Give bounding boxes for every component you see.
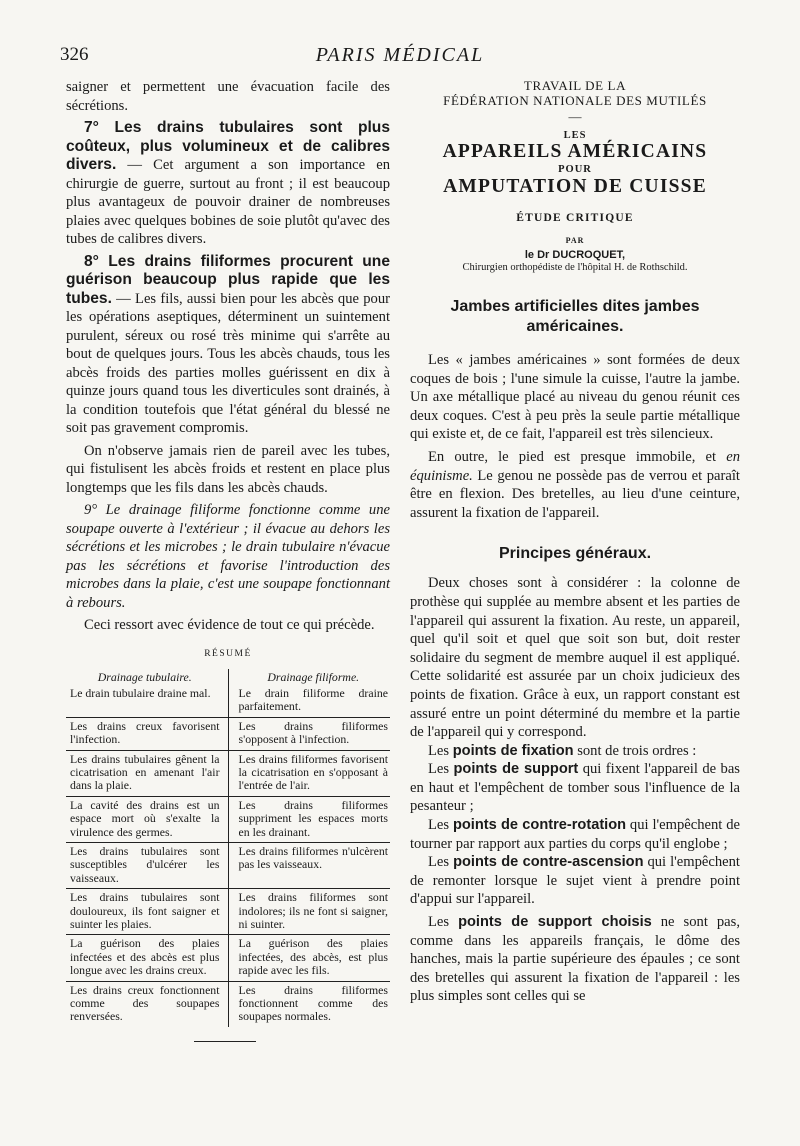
resume-title: RÉSUMÉ <box>204 648 252 659</box>
paragraph: Les « jambes américaines » sont formées de deux coques de bois ; l'une simule la cuisse, l'autre la jambe. Un axe métallique placé au niveau du genou réunit ces deux coques. C'est à peu près la seule partie métallique qui existe et, de ce fait, l'appareil est très silencieux. <box>410 352 740 443</box>
end-rule <box>194 1041 256 1042</box>
table-cell: Les drains creux favorisent l'infection. <box>66 717 228 750</box>
running-title: PARIS MÉDICAL <box>315 44 485 66</box>
table-cell: Les drains filiformes fonctionnent comme des soupapes normales. <box>238 982 388 1024</box>
dash-separator: — <box>568 109 582 124</box>
paragraph <box>410 913 740 1006</box>
paragraph-text: En outre, le pied est presque immobile, et <box>428 448 727 465</box>
table-cell: La guérison des plaies infectées et des abcès est plus longue avec les drains creux. <box>66 935 228 981</box>
paragraph: Deux choses sont à considérer : la colonne de prothèse qui supplée au membre absent et les parties de l'appareil qui assurent la fixation. Au reste, un appareil, quel qu'il soit et quel que soit son but, doit rester solidaire du segment de membre auquel il est appliqué. Cette solidarité est assurée par un choix judicieux des points de fixation. Grâce à eux, un rapport constant est assuré entre un point déterminé du membre et la partie de l'appareil qui y correspond. <box>410 575 740 741</box>
title-pour: POUR <box>558 164 592 175</box>
table-cell: Les drains filiformes sont indolores; ils ne font si saigner, ni suinter. <box>228 889 390 935</box>
table-cell: Les drains creux fonctionnent comme des soupapes renversées. <box>66 981 228 1027</box>
right-column <box>410 78 740 1006</box>
table-cell: Le drain filiforme draine parfaitement. <box>228 685 390 717</box>
paragraph <box>410 816 740 853</box>
table-row <box>66 750 390 796</box>
author-name-text: le Dr DUCROQUET, <box>524 249 626 261</box>
table-header: Drainage tubulaire. <box>66 669 228 685</box>
paragraph <box>410 742 740 761</box>
paragraph <box>410 448 740 522</box>
table-row <box>66 935 390 981</box>
author-name <box>410 249 740 261</box>
article-title: AMPUTATION DE CUISSE <box>443 176 707 197</box>
paragraph <box>410 760 740 816</box>
table-cell: La cavité des drains est un espace mort où s'exalte la virulence des germes. <box>66 796 228 842</box>
point-heading: 8° Les drains filiformes procurent une guérison beaucoup plus rapide que les tubes. <box>66 252 390 307</box>
table-cell: Les drains filiformes s'opposent à l'infection. <box>228 717 390 750</box>
bold-term: points de contre-ascension <box>453 854 644 871</box>
paragraph-text: Les <box>428 761 454 778</box>
paragraph-text: qui fixent l'appareil de bas en haut et l'empêchent de tomber sous l'influence de la pesanteur ; <box>410 761 740 815</box>
federation-header: TRAVAIL DE LA <box>523 78 627 93</box>
paragraph-text: Les <box>428 854 454 871</box>
table-row <box>66 796 390 842</box>
table-cell: Le drain tubulaire draine mal. <box>66 685 228 717</box>
table-cell: Les drains tubulaires gênent la cicatrisation en amenant l'air dans la plaie. <box>66 750 228 796</box>
paragraph-text: qui l'empêchent de remonter lorsque le sujet vient à prendre point d'appui sur l'appareil. <box>410 854 740 908</box>
page-number: 326 <box>60 44 89 65</box>
author-role: Chirurgien orthopédiste de l'hôpital H. de Rothschild. <box>462 262 688 273</box>
paragraph <box>66 253 390 438</box>
table-row <box>66 842 390 888</box>
resume-table <box>66 669 390 1027</box>
table-cell: Les drains tubulaires sont douloureux, ils font saigner et suinter les plaies. <box>66 889 228 935</box>
paragraph-text: Les <box>428 742 453 759</box>
table-header: Drainage filiforme. <box>267 669 360 684</box>
paragraph-text: qui l'empêchent de tourner par rapport aux parties du corps qu'il englobe ; <box>410 817 740 852</box>
article-title: APPAREILS AMÉRICAINS <box>442 141 708 162</box>
left-column <box>66 78 390 1042</box>
paragraph: saigner et permettent une évacuation facile des sécrétions. <box>66 79 390 114</box>
bold-term: points de support <box>453 761 579 778</box>
table-row <box>66 981 390 1027</box>
federation-header: FÉDÉRATION NATIONALE DES MUTILÉS <box>443 93 707 108</box>
table-row <box>66 685 390 717</box>
table-row <box>66 717 390 750</box>
section-heading: Jambes artificielles dites jambes américaines. <box>450 298 700 335</box>
paragraph: On n'observe jamais rien de pareil avec les tubes, qui fistulisent les abcès froids et restent en place plus longtemps que les fils dans les abcès chauds. <box>66 442 390 496</box>
table-cell: Les drains filiformes n'ulcèrent pas les vaisseaux. <box>228 842 390 888</box>
table-row <box>66 889 390 935</box>
paragraph-text: Les <box>428 817 453 834</box>
title-article: LES <box>563 130 587 141</box>
bold-term: points de contre-rotation <box>452 817 627 834</box>
paragraph-text: Les <box>428 914 459 931</box>
article-subtitle: ÉTUDE CRITIQUE <box>516 212 634 224</box>
paragraph <box>66 119 390 249</box>
paragraph-text: Le genou ne possède pas de verrou et paraît être en flexion. Des bretelles, au lieu d'une ceinture, assurent la fixation de l'appareil. <box>410 467 740 521</box>
table-cell: La guérison des plaies infectées, des abcès, est plus rapide avec les fils. <box>228 935 390 981</box>
bold-term: points de support choisis <box>458 914 652 931</box>
paragraph <box>410 853 740 909</box>
bold-term: points de fixation <box>452 742 574 759</box>
paragraph-italic: en équinisme. <box>410 448 740 484</box>
paragraph-text: sont de trois ordres : <box>573 742 697 759</box>
paragraph-text: ne sont pas, comme dans les appareils français, le dôme des hanches, mais la partie supérieure des épaules ; ce sont des bretelles qui assurent la fixation de l'appareil : les plus simples sont celles qui se <box>410 914 740 1005</box>
paragraph-text: — Cet argument a son importance en chirurgie de guerre, surtout au front ; il est beaucoup plus avantageux de pouvoir drainer de nombreuses plaies avec quelques bobines de soie plutôt qu'avec des tubes de calibres divers. <box>66 157 390 247</box>
table-cell: Les drains filiformes suppriment les espaces morts en les drainant. <box>228 796 390 842</box>
paragraph: 9° Le drainage filiforme fonctionne comme une soupape ouverte à l'extérieur ; il évacue au dehors les sécrétions et les microbes ; le drain tubulaire n'évacue pas les sécrétions et favorise l'introduction des microbes dans la plaie, c'est une soupape fonctionnant à rebours. <box>66 502 390 611</box>
paragraph: Ceci ressort avec évidence de tout ce qui précède. <box>84 617 375 633</box>
section-heading: Principes généraux. <box>498 545 652 563</box>
table-cell: Les drains filiformes favorisent la cicatrisation en s'opposant à l'entrée de l'air. <box>228 750 390 796</box>
paragraph-text: — Les fils, aussi bien pour les abcès que pour les opérations aseptiques, déterminent un suintement purulent, séreux ou rosé très minime qui s'arrête au bout de quelques jours. Tous les abcès chauds, tous les abcès froids des parties molles guérissent en dix à quinze jours quand tous les diverticules sont drainés, à la condition toutefois que l'état général du blessé ne soit pas gravement compromis. <box>66 290 390 436</box>
table-cell: Les drains tubulaires sont susceptibles d'ulcérer les vaisseaux. <box>66 842 228 888</box>
byline-par: PAR <box>565 236 585 245</box>
point-heading: 7° Les drains tubulaires sont plus coûteux, plus volumineux et de calibres divers. <box>66 119 390 173</box>
